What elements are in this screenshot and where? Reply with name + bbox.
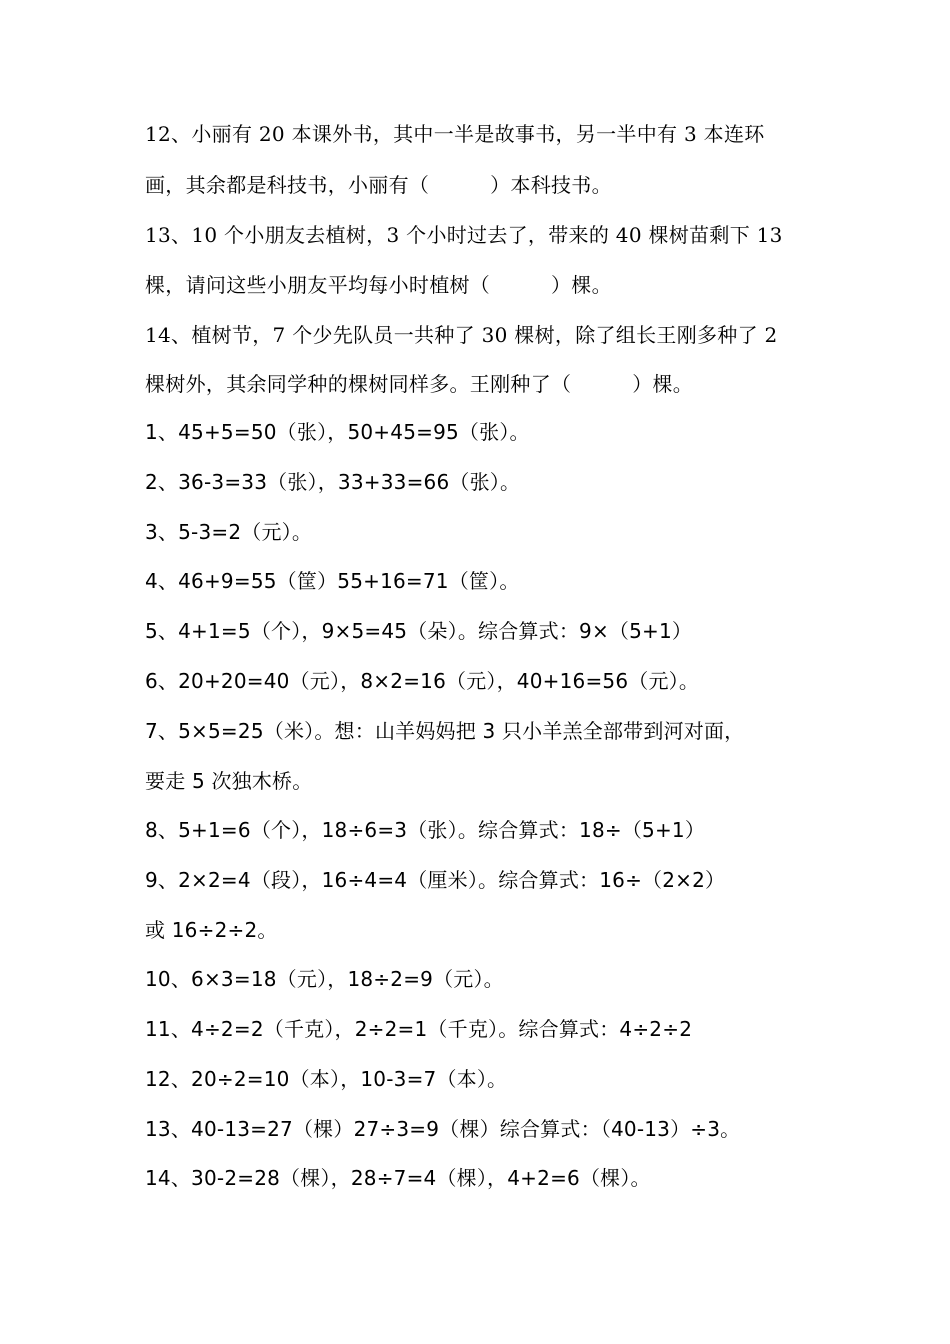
question-14-line-1: 14、植树节，7 个少先队员一共种了 30 棵树，除了组长王刚多种了 2 (145, 323, 778, 347)
question-13-line-1: 13、10 个小朋友去植树，3 个小时过去了，带来的 40 棵树苗剩下 13 (145, 223, 783, 247)
answer-5: 5、4+1=5（个），9×5=45（朵）。综合算式：9×（5+1） (145, 619, 693, 643)
answer-6: 6、20+20=40（元），8×2=16（元），40+16=56（元）。 (145, 669, 700, 693)
answer-13: 13、40-13=27（棵）27÷3=9（棵）综合算式：（40-13）÷3。 (145, 1117, 741, 1141)
answer-7-line-2: 要走 5 次独木桥。 (145, 769, 313, 793)
answer-9-line-2: 或 16÷2÷2。 (145, 918, 278, 942)
question-12-line-2: 画，其余都是科技书，小丽有（ ）本科技书。 (145, 173, 612, 197)
question-12-line-1: 12、小丽有 20 本课外书，其中一半是故事书，另一半中有 3 本连环 (145, 122, 765, 146)
answer-1: 1、45+5=50（张），50+45=95（张）。 (145, 420, 530, 444)
answer-7-line-1: 7、5×5=25（米）。想：山羊妈妈把 3 只小羊羔全部带到河对面， (145, 719, 745, 743)
answer-3: 3、5-3=2（元）。 (145, 520, 313, 544)
answer-4: 4、46+9=55（筐）55+16=71（筐）。 (145, 569, 520, 593)
question-13-line-2: 棵，请问这些小朋友平均每小时植树（ ）棵。 (145, 273, 612, 297)
answer-12: 12、20÷2=10（本），10-3=7（本）。 (145, 1067, 508, 1091)
answer-11: 11、4÷2=2（千克），2÷2=1（千克）。综合算式：4÷2÷2 (145, 1017, 693, 1041)
question-14-line-2: 棵树外，其余同学种的棵树同样多。王刚种了（ ）棵。 (145, 372, 694, 396)
answer-9-line-1: 9、2×2=4（段），16÷4=4（厘米）。综合算式：16÷（2×2） (145, 868, 726, 892)
answer-14: 14、30-2=28（棵），28÷7=4（棵），4+2=6（棵）。 (145, 1166, 651, 1190)
answer-10: 10、6×3=18（元），18÷2=9（元）。 (145, 967, 504, 991)
answer-2: 2、36-3=33（张），33+33=66（张）。 (145, 470, 521, 494)
answer-8: 8、5+1=6（个），18÷6=3（张）。综合算式：18÷（5+1） (145, 818, 706, 842)
